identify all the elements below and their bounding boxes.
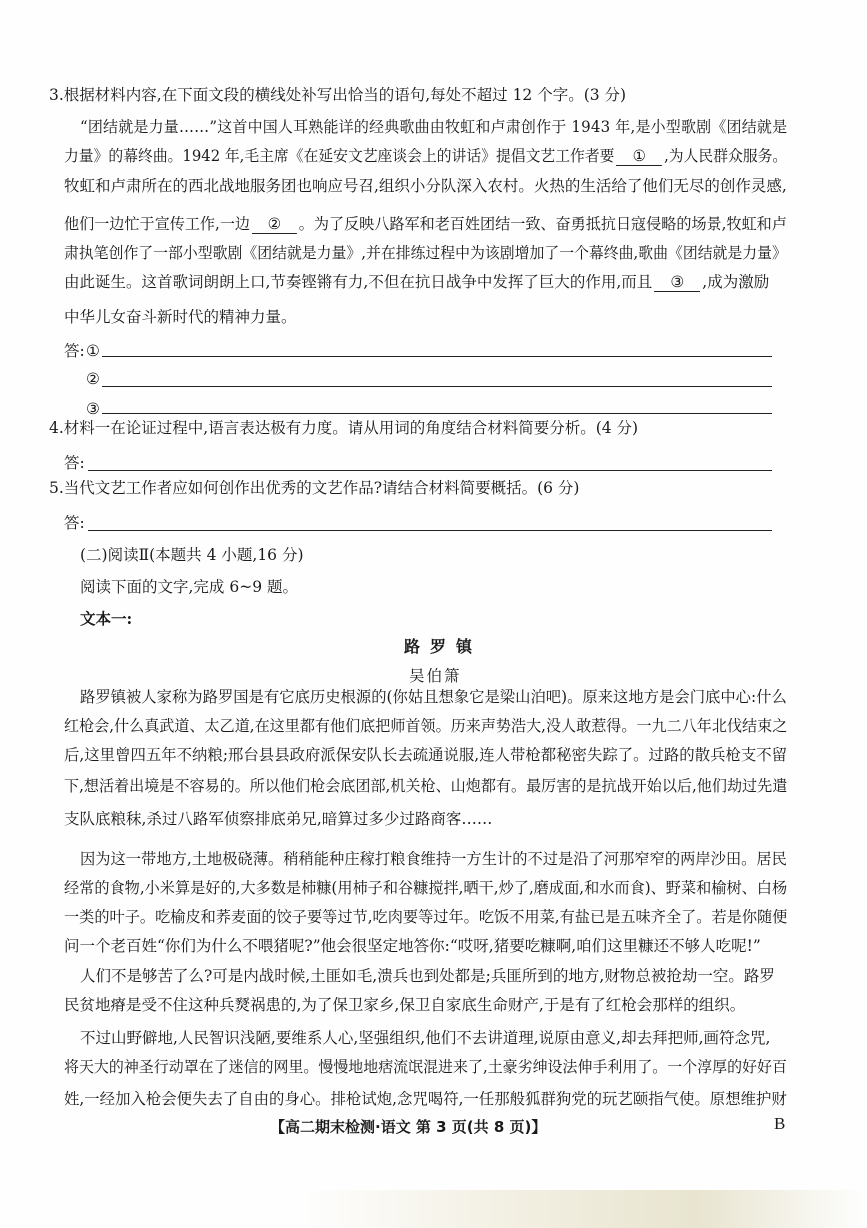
q3-para-line-4-text-b: 。为了反映八路军和老百姓团结一致、奋勇抵抗日寇侵略的场景,牧虹和卢 xyxy=(298,215,787,233)
q5-answer-line[interactable] xyxy=(88,530,772,531)
q3-para-line-6 xyxy=(64,271,769,293)
q5-answer-label: 答: xyxy=(64,514,85,532)
q3-answer-num-3: ③ xyxy=(86,400,100,418)
q4-answer-line[interactable] xyxy=(88,470,772,471)
blank-1: ① xyxy=(616,147,662,166)
q4-stem: 4.材料一在论证过程中,语言表达极有力度。请从用词的角度结合材料简要分析。(4 分) xyxy=(49,419,639,437)
article-line: 不过山野僻地,人民智识浅陋,要维系人心,坚强组织,他们不去讲道理,说原由意义,却去拜把师,画符念咒, xyxy=(80,1029,771,1047)
version-letter: B xyxy=(774,1114,786,1133)
q3-para-line-2-text-a: 力量》的幕终曲。1942 年,毛主席《在延安文艺座谈会上的讲话》提倡文艺工作者要 xyxy=(64,147,615,165)
q3-answer-line-2[interactable] xyxy=(102,386,772,387)
q3-para-line-2 xyxy=(64,145,787,167)
q3-para-line-6-text-b: ,成为激励 xyxy=(702,273,770,291)
page-footer: 【高二期末检测·语文 第 3 页(共 8 页)】 xyxy=(270,1118,547,1136)
article-line: 下,想活着出境是不容易的。所以他们枪会底团部,机关枪、山炮都有。最厉害的是抗战开始以后,他们劫过先遣 xyxy=(64,777,788,795)
q3-para-line-4-text-a: 他们一边忙于宣传工作,一边 xyxy=(64,215,251,233)
article-line: 经常的食物,小米算是好的,大多数是杮糠(用杮子和谷糠搅拌,晒干,炒了,磨成面,和水而食)、野菜和榆树、白杨 xyxy=(64,879,788,897)
q3-stem: 3.根据材料内容,在下面文段的横线处补写出恰当的语句,每处不超过 12 个字。(3 分) xyxy=(49,86,627,104)
article-line: 一类的叶子。吃榆皮和荞麦面的饺子要等过节,吃肉要等过年。吃饭不用菜,有盐已是五味齐全了。若是你随便 xyxy=(64,908,788,926)
article-line: 因为这一带地方,土地极硗薄。稍稍能种庄稼打粮食维持一方生计的不过是沿了河那窄窄的两岸沙田。居民 xyxy=(80,850,787,868)
scan-smudge xyxy=(300,1190,867,1228)
section-instruction: 阅读下面的文字,完成 6~9 题。 xyxy=(80,578,298,596)
article-line: 将天大的神圣行动罩在了迷信的网里。慢慢地地痞流氓混进来了,土豪劣绅设法伸手利用了。一个淳厚的好好百 xyxy=(64,1058,787,1076)
q3-para-line-6-text-a: 由此诞生。这首歌词朗朗上口,节奏铿锵有力,不但在抗日战争中发挥了巨大的作用,而且 xyxy=(64,273,653,291)
q3-answer-num-2: ② xyxy=(86,370,100,388)
article-author: 吴伯箫 xyxy=(409,667,462,685)
q3-para-line-4 xyxy=(64,213,787,235)
article-line: 后,这里曾四五年不纳粮;邢台县县政府派保安队长去疏通说服,连人带枪都秘密失踪了。过路的散兵枪支不留 xyxy=(64,746,788,764)
blank-3: ③ xyxy=(654,273,700,292)
q3-answer-num-1: ① xyxy=(86,342,100,360)
article-line: 问一个老百姓“你们为什么不喂猪呢?”他会很坚定地答你:“哎呀,猪要吃糠啊,咱们这里糠还不够人吃呢!” xyxy=(64,937,761,955)
q3-para-line-5: 肃执笔创作了一部小型歌剧《团结就是力量》,并在排练过程中为该剧增加了一个幕终曲,歌曲《团结就是力量》 xyxy=(64,244,787,262)
q5-stem: 5.当代文艺工作者应如何创作出优秀的文艺作品?请结合材料简要概括。(6 分) xyxy=(49,479,580,497)
article-line: 人们不是够苦了么?可是内战时候,土匪如毛,溃兵也到处都是;兵匪所到的地方,财物总被抢劫一空。路罗 xyxy=(80,967,775,985)
article-line: 民贫地瘠是受不住这种兵燹祸患的,为了保卫家乡,保卫自家底生命财产,于是有了红枪会那样的组织。 xyxy=(64,996,746,1014)
article-line: 姓,一经加入枪会便失去了自由的身心。排枪试炮,念咒喝符,一任那般狐群狗党的玩艺颐指气使。原想维护财 xyxy=(64,1090,787,1108)
article-title: 路罗镇 xyxy=(404,637,483,656)
q3-answer-label: 答: xyxy=(64,342,85,360)
article-line: 支队底粮秣,杀过八路军侦察排底弟兄,暗算过多少过路商客…… xyxy=(64,810,493,828)
article-line: 路罗镇被人家称为路罗国是有它底历史根源的(你姑且想象它是梁山泊吧)。原来这地方是会门底中心:什么 xyxy=(80,688,787,706)
q3-para-line-2-text-b: ,为人民群众服务。 xyxy=(664,147,788,165)
q3-para-line-7: 中华儿女奋斗新时代的精神力量。 xyxy=(64,308,297,326)
q3-answer-line-3[interactable] xyxy=(102,413,772,414)
blank-2: ② xyxy=(252,215,297,234)
q3-para-line-3: 牧虹和卢肃所在的西北战地服务团也响应号召,组织小分队深入农村。火热的生活给了他们无尽的创作灵感, xyxy=(64,177,787,195)
q3-answer-line-1[interactable] xyxy=(102,356,772,357)
q4-answer-label: 答: xyxy=(64,454,85,472)
section-heading: (二)阅读Ⅱ(本题共 4 小题,16 分) xyxy=(80,546,304,564)
text-label: 文本一: xyxy=(80,609,133,628)
article-line: 红枪会,什么真武道、太乙道,在这里都有他们底把师首领。历来声势浩大,没人敢惹得。一九二八年北伐结束之 xyxy=(64,717,788,735)
q3-para-line-1: “团结就是力量……”这首中国人耳熟能详的经典歌曲由牧虹和卢肃创作于 1943 年,是小型歌剧《团结就是 xyxy=(80,118,788,136)
